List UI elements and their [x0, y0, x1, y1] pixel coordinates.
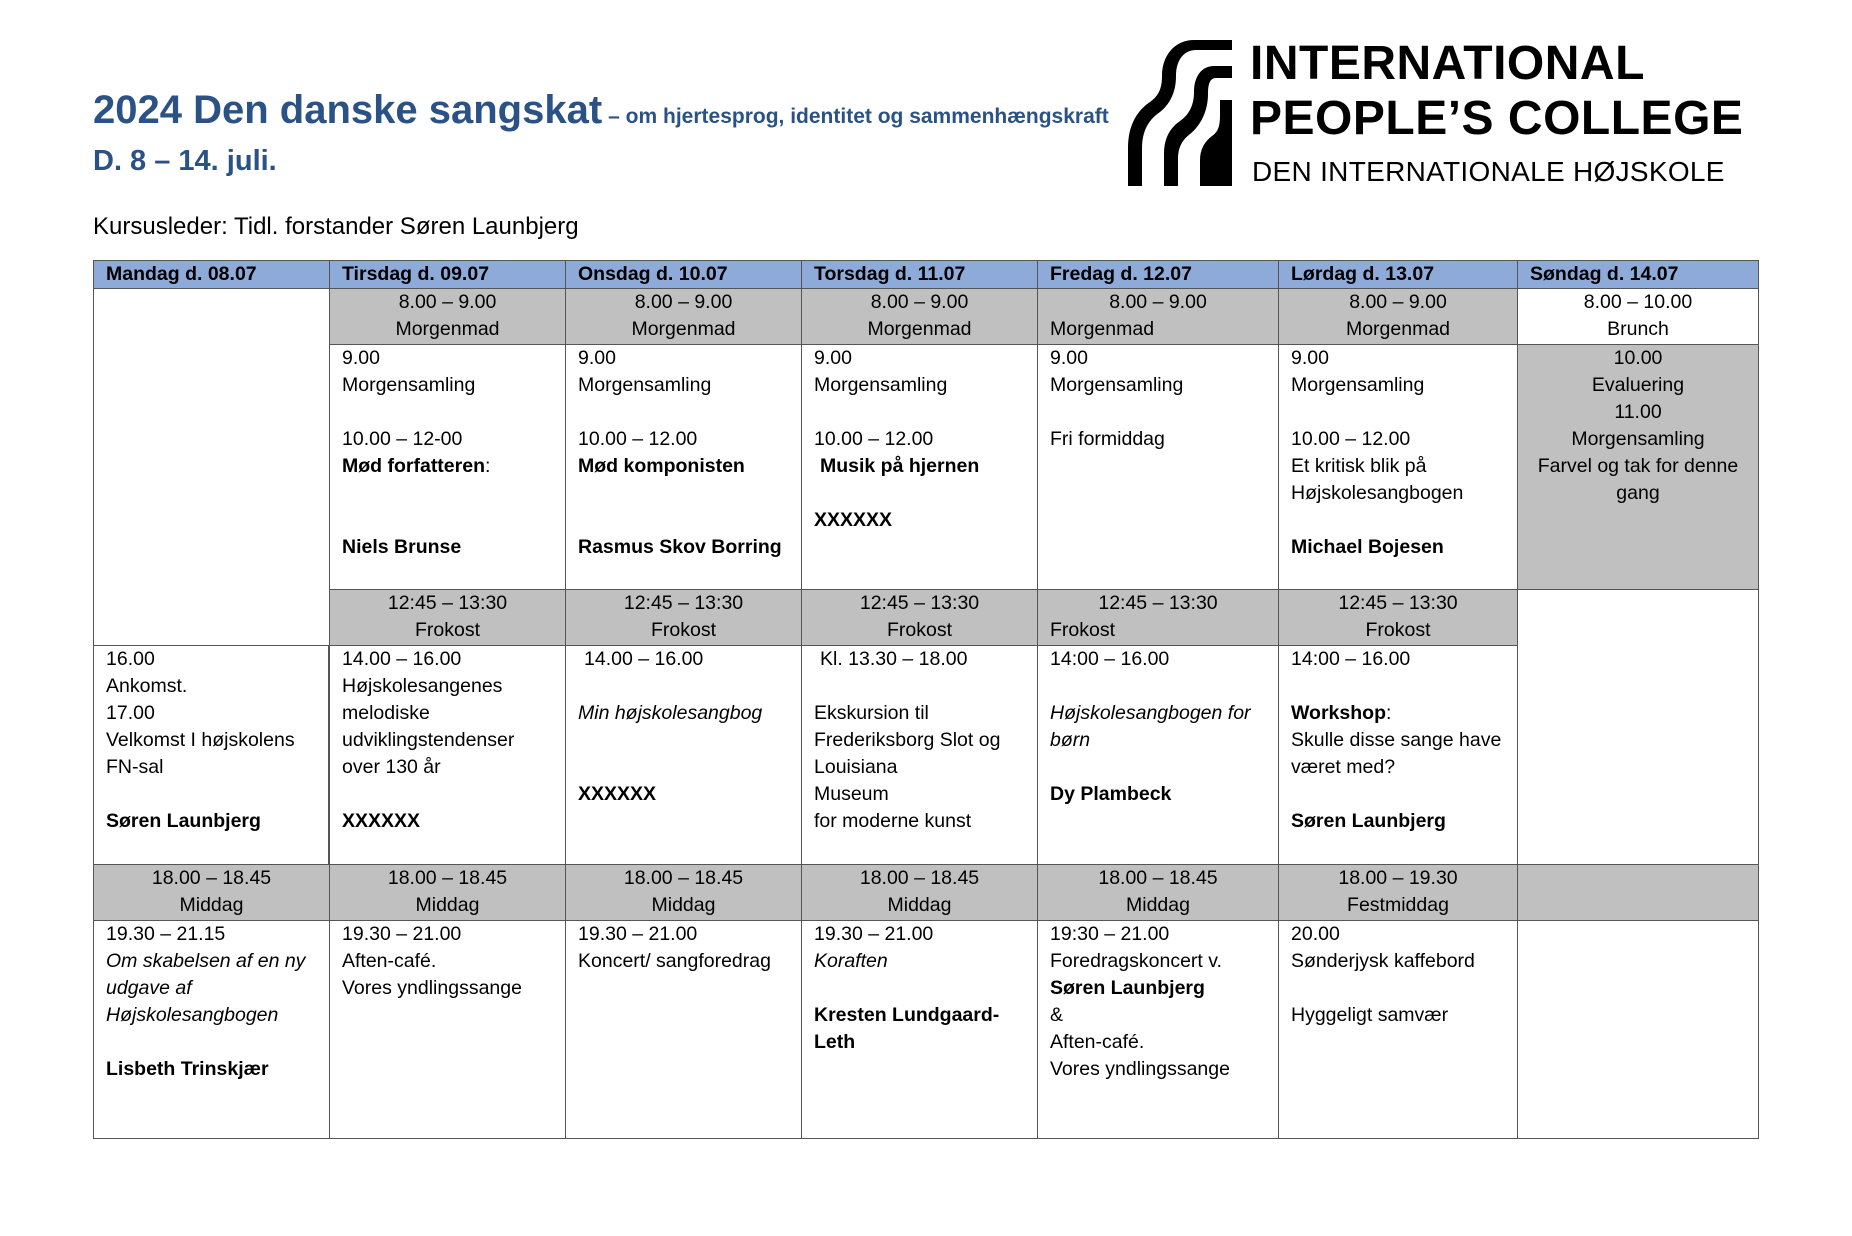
- spacer: [814, 480, 1025, 507]
- day-header: Torsdag d. 11.07: [802, 261, 1038, 289]
- session-description: &: [1050, 1004, 1064, 1026]
- speaker-name: XXXXXX: [814, 509, 893, 531]
- lunch-label: Frokost: [414, 619, 480, 641]
- session-description: Skulle disse sange have: [1291, 729, 1502, 751]
- breakfast-time: 8.00 – 9.00: [398, 291, 497, 313]
- afternoon-row: [94, 646, 1759, 866]
- page-title: 2024 Den danske sangskat: [93, 88, 603, 132]
- spacer: [1050, 673, 1266, 700]
- spacer: [1291, 781, 1505, 808]
- session-time: 11.00: [1614, 401, 1662, 423]
- lunch-label: Frokost: [650, 619, 716, 641]
- session-description: været med?: [1291, 756, 1396, 778]
- session-time: 14:00 – 16.00: [1291, 648, 1411, 670]
- evening-table: [93, 864, 1759, 1139]
- session-label: Fri formiddag: [1050, 428, 1165, 450]
- monday-evening-cell: [94, 921, 330, 1139]
- session-description: Koncert/ sangforedrag: [578, 950, 771, 972]
- lunch-cell: [1038, 590, 1279, 646]
- session-title-suffix: :: [485, 455, 491, 477]
- lunch-label: Frokost: [1365, 619, 1431, 641]
- sunday-evening-empty-cell: [1518, 921, 1759, 1139]
- session-time: 19.30 – 21.00: [578, 923, 698, 945]
- speaker-name: Søren Launbjerg: [1291, 810, 1446, 832]
- title-block: [93, 88, 1109, 178]
- dinner-label: Middag: [1126, 894, 1190, 916]
- breakfast-label: Morgenmad: [395, 318, 500, 340]
- session-time: 9.00: [1050, 347, 1088, 369]
- session-title: Min højskolesangbog: [578, 702, 763, 724]
- sunday-dinner-empty-cell: [1518, 865, 1759, 921]
- spacer: [1291, 975, 1505, 1002]
- breakfast-label: Morgenmad: [1050, 318, 1155, 340]
- spacer: [814, 673, 1025, 700]
- course-dates: D. 8 – 14. juli.: [93, 145, 277, 177]
- spacer: [342, 781, 553, 808]
- day-header: Tirsdag d. 09.07: [330, 261, 566, 289]
- thursday-morning-cell: [802, 345, 1038, 590]
- session-description: Hyggeligt samvær: [1291, 1004, 1449, 1026]
- session-time: 9.00: [1291, 347, 1329, 369]
- spacer: [578, 507, 789, 534]
- dinner-cell: [330, 865, 566, 921]
- lunch-cell: [802, 590, 1038, 646]
- session-title: Højskolesangbogen for: [1050, 702, 1251, 724]
- session-description: melodiske: [342, 702, 430, 724]
- dinner-time: 18.00 – 19.30: [1338, 867, 1458, 889]
- session-description: Aften-café.: [342, 950, 437, 972]
- session-time: 10.00 – 12.00: [1291, 428, 1411, 450]
- sunday-empty-cell: [1518, 590, 1759, 866]
- dinner-time: 18.00 – 18.45: [387, 867, 508, 889]
- breakfast-time: 8.00 – 9.00: [870, 291, 969, 313]
- dinner-cell: [1038, 865, 1279, 921]
- breakfast-label: Morgenmad: [631, 318, 736, 340]
- session-label: Morgensamling: [342, 374, 476, 396]
- session-description: Et kritisk blik på: [1291, 455, 1427, 477]
- spacer: [106, 1029, 317, 1056]
- dinner-label: Middag: [651, 894, 716, 916]
- spacer: [578, 727, 789, 754]
- spacer: [1291, 673, 1505, 700]
- breakfast-cell: [566, 289, 802, 345]
- speaker-name: Niels Brunse: [342, 536, 462, 558]
- session-label: Morgensamling: [814, 374, 948, 396]
- session-time: 19.30 – 21.00: [342, 923, 462, 945]
- dinner-time: 18.00 – 18.45: [623, 867, 744, 889]
- friday-afternoon-cell: [1038, 646, 1279, 866]
- breakfast-label: Morgenmad: [867, 318, 972, 340]
- dinner-label: Middag: [887, 894, 952, 916]
- dinner-time: 18.00 – 18.45: [151, 867, 272, 889]
- session-title: børn: [1050, 729, 1091, 751]
- session-time: 9.00: [342, 347, 380, 369]
- session-description: Louisiana: [814, 756, 898, 778]
- session-label: FN-sal: [106, 756, 164, 778]
- spacer: [814, 975, 1025, 1002]
- spacer: [578, 673, 789, 700]
- lunch-label: Frokost: [1050, 619, 1116, 641]
- spacer: [1291, 507, 1505, 534]
- session-time: 20.00: [1291, 923, 1340, 945]
- wednesday-afternoon-cell: [566, 646, 802, 866]
- session-description: Aften-café.: [1050, 1031, 1145, 1053]
- session-title: Om skabelsen af en ny: [106, 950, 306, 972]
- session-description: Frederiksborg Slot og: [814, 729, 1001, 751]
- college-logo-mark-icon: [1128, 40, 1238, 186]
- session-description: Sønderjysk kaffebord: [1291, 950, 1475, 972]
- day-header: Mandag d. 08.07: [94, 261, 330, 289]
- speaker-name: Rasmus Skov Borring: [578, 536, 782, 558]
- session-description: Vores yndlingssange: [1050, 1058, 1230, 1080]
- session-time: 9.00: [578, 347, 616, 369]
- lunch-time: 12:45 – 13:30: [859, 592, 980, 614]
- day-header: Onsdag d. 10.07: [566, 261, 802, 289]
- tuesday-evening-cell: [330, 921, 566, 1139]
- session-title: Højskolesangbogen: [106, 1004, 279, 1026]
- dinner-row: [94, 865, 1759, 921]
- session-label: Morgensamling: [1291, 374, 1425, 396]
- lunch-time: 12:45 – 13:30: [1338, 592, 1458, 614]
- session-time: 10.00: [1613, 347, 1663, 369]
- monday-afternoon-cell: [93, 645, 329, 865]
- thursday-afternoon-cell: [802, 646, 1038, 866]
- breakfast-time: 8.00 – 9.00: [1109, 291, 1207, 313]
- session-label: Morgensamling: [578, 374, 712, 396]
- session-time: 19.30 – 21.00: [814, 923, 934, 945]
- speaker-name: Søren Launbjerg: [106, 810, 261, 832]
- session-time: 19:30 – 21.00: [1050, 923, 1170, 945]
- session-time: 14:00 – 16.00: [1050, 648, 1170, 670]
- speaker-name: Michael Bojesen: [1291, 536, 1444, 558]
- speaker-name: Kresten Lundgaard-: [814, 1004, 1000, 1026]
- speaker-name: Dy Plambeck: [1050, 783, 1172, 805]
- evening-row: [94, 921, 1759, 1139]
- breakfast-row: [94, 289, 1759, 345]
- session-description: Ekskursion til: [814, 702, 929, 724]
- saturday-evening-cell: [1279, 921, 1518, 1139]
- festmiddag-cell: [1279, 865, 1518, 921]
- speaker-name: Leth: [814, 1031, 856, 1053]
- day-header: Lørdag d. 13.07: [1279, 261, 1518, 289]
- brunch-label: Brunch: [1607, 318, 1669, 340]
- spacer: [578, 399, 789, 426]
- logo-text-line3: DEN INTERNATIONALE HØJSKOLE: [1252, 156, 1725, 187]
- breakfast-cell: [802, 289, 1038, 345]
- session-time: 19.30 – 21.15: [106, 923, 226, 945]
- session-time: Kl. 13.30 – 18.00: [820, 648, 968, 670]
- saturday-afternoon-cell: [1279, 646, 1518, 866]
- lunch-time: 12:45 – 13:30: [623, 592, 744, 614]
- session-label: Morgensamling: [1571, 428, 1705, 450]
- session-title: Musik på hjernen: [820, 455, 980, 477]
- day-header: Søndag d. 14.07: [1518, 261, 1759, 289]
- session-time: 10.00 – 12.00: [814, 428, 934, 450]
- schedule-table: [93, 260, 1759, 866]
- wednesday-morning-cell: [566, 345, 802, 590]
- dinner-label: Middag: [179, 894, 244, 916]
- session-label: Farvel og tak for denne: [1537, 455, 1739, 477]
- spacer: [814, 399, 1025, 426]
- lunch-label: Frokost: [886, 619, 952, 641]
- session-description: over 130 år: [342, 756, 441, 778]
- session-description: Museum: [814, 783, 889, 805]
- session-label: Ankomst.: [106, 675, 188, 697]
- day-header: Fredag d. 12.07: [1038, 261, 1279, 289]
- session-title: Mød komponisten: [578, 455, 745, 477]
- tuesday-afternoon-cell: [330, 646, 566, 866]
- breakfast-cell: [330, 289, 566, 345]
- spacer: [342, 507, 553, 534]
- course-leader: Kursusleder: Tidl. forstander Søren Launbjerg: [93, 213, 579, 240]
- speaker-name: Søren Launbjerg: [1050, 977, 1205, 999]
- session-label: Evaluering: [1591, 374, 1685, 396]
- speaker-name: Lisbeth Trinskjær: [106, 1058, 269, 1080]
- spacer: [578, 754, 789, 781]
- friday-evening-cell: [1038, 921, 1279, 1139]
- morning-row: [94, 345, 1759, 590]
- friday-morning-cell: [1038, 345, 1279, 590]
- lunch-cell: [1279, 590, 1518, 646]
- logo-text-line2: PEOPLE’S COLLEGE: [1250, 92, 1744, 145]
- session-description: Vores yndlingssange: [342, 977, 522, 999]
- session-description: for moderne kunst: [814, 810, 972, 832]
- session-time: 16.00: [106, 648, 155, 670]
- breakfast-cell: [1038, 289, 1279, 345]
- title-line: [93, 88, 1109, 133]
- dinner-label: Festmiddag: [1347, 894, 1449, 916]
- session-description: udviklingstendenser: [342, 729, 515, 751]
- session-time: 17.00: [106, 702, 155, 724]
- session-title: Mød forfatteren: [342, 455, 485, 477]
- lunch-cell: [330, 590, 566, 646]
- session-time: 10.00 – 12.00: [578, 428, 698, 450]
- spacer: [342, 399, 553, 426]
- dinner-time: 18.00 – 18.45: [859, 867, 980, 889]
- spacer: [578, 480, 789, 507]
- dinner-cell: [566, 865, 802, 921]
- lunch-time: 12:45 – 13:30: [1098, 592, 1218, 614]
- logo-text-line1: INTERNATIONAL: [1250, 37, 1645, 90]
- brunch-time: 8.00 – 10.00: [1583, 291, 1693, 313]
- session-time: 14.00 – 16.00: [342, 648, 462, 670]
- breakfast-time: 8.00 – 9.00: [634, 291, 733, 313]
- breakfast-time: 8.00 – 9.00: [1349, 291, 1447, 313]
- session-time: 10.00 – 12-00: [342, 428, 463, 450]
- lunch-cell: [566, 590, 802, 646]
- session-title: udgave af: [106, 977, 192, 999]
- session-title: Koraften: [814, 950, 888, 972]
- session-label: gang: [1616, 482, 1660, 504]
- speaker-name: XXXXXX: [342, 810, 421, 832]
- speaker-name: XXXXXX: [578, 783, 657, 805]
- session-time: 9.00: [814, 347, 852, 369]
- lunch-row: [94, 590, 1759, 646]
- session-description: Foredragskoncert v.: [1050, 950, 1222, 972]
- sunday-morning-cell: [1518, 345, 1759, 590]
- spacer: [1050, 754, 1266, 781]
- session-title: Workshop: [1291, 702, 1386, 724]
- spacer: [106, 781, 316, 808]
- dinner-time: 18.00 – 18.45: [1098, 867, 1218, 889]
- thursday-evening-cell: [802, 921, 1038, 1139]
- spacer: [1291, 399, 1505, 426]
- lunch-time: 12:45 – 13:30: [387, 592, 508, 614]
- tuesday-morning-cell: [330, 345, 566, 590]
- spacer: [1050, 399, 1266, 426]
- brunch-cell: [1518, 289, 1759, 345]
- dinner-label: Middag: [415, 894, 480, 916]
- breakfast-cell: [1279, 289, 1518, 345]
- college-logo: [1128, 37, 1766, 190]
- saturday-morning-cell: [1279, 345, 1518, 590]
- breakfast-label: Morgenmad: [1345, 318, 1451, 340]
- session-time: 14.00 – 16.00: [584, 648, 704, 670]
- session-label: Velkomst I højskolens: [106, 729, 295, 751]
- dinner-cell: [94, 865, 330, 921]
- day-header-row: [94, 261, 1759, 289]
- wednesday-evening-cell: [566, 921, 802, 1139]
- session-description: Højskolesangbogen: [1291, 482, 1464, 504]
- session-description: Højskolesangenes: [342, 675, 503, 697]
- session-label: Morgensamling: [1050, 374, 1184, 396]
- dinner-cell: [802, 865, 1038, 921]
- spacer: [342, 480, 553, 507]
- session-title-suffix: :: [1385, 702, 1392, 724]
- page-subtitle: – om hjertesprog, identitet og sammenhængskraft: [608, 105, 1109, 128]
